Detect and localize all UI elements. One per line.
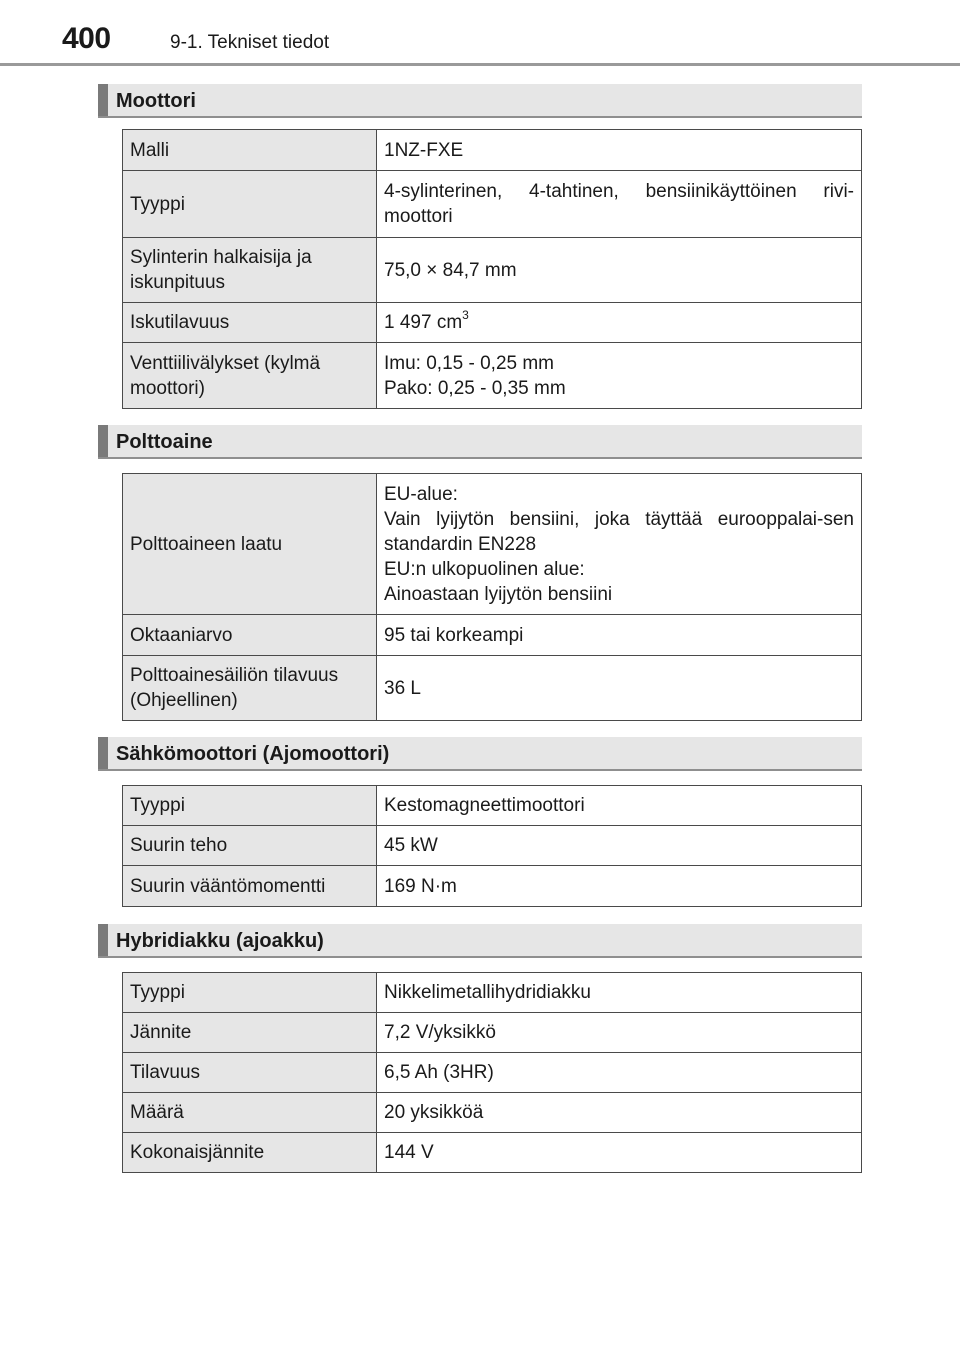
spec-key: Tyyppi: [123, 171, 377, 238]
table-row: [123, 474, 862, 615]
table-row: [123, 343, 862, 409]
table-row: [123, 1093, 862, 1133]
table-row: [123, 826, 862, 866]
spec-value-line: Ainoastaan lyijytön bensiini: [384, 583, 613, 605]
section-heading-sahkomoottori: [98, 737, 862, 771]
spec-key: Polttoaineen laatu: [123, 474, 377, 615]
table-row: [123, 1013, 862, 1053]
spec-table-sahkomoottori: [122, 785, 862, 907]
table-row: [123, 615, 862, 656]
spec-key: Kokonaisjännite: [123, 1133, 377, 1173]
section-title: Hybridiakku (ajoakku): [116, 930, 324, 952]
spec-table-hybridiakku: [122, 972, 862, 1173]
spec-value: Nikkelimetallihydridiakku: [377, 973, 862, 1013]
spec-key: Tyyppi: [123, 786, 377, 826]
spec-key: Sylinterin halkaisija ja iskunpituus: [123, 238, 377, 303]
spec-key: Oktaaniarvo: [123, 615, 377, 656]
spec-key: Venttiilivälykset (kylmä moottori): [123, 343, 377, 409]
spec-key: Malli: [123, 130, 377, 171]
spec-value: 169 N·m: [377, 866, 862, 907]
spec-table-polttoaine: [122, 473, 862, 721]
spec-value-line: EU-alue:: [384, 483, 458, 505]
spec-key: Jännite: [123, 1013, 377, 1053]
spec-value-line: Vain lyijytön bensiini, joka täyttää eurooppalai-sen standardin EN228: [384, 508, 854, 555]
table-row: [123, 973, 862, 1013]
table-row: [123, 303, 862, 343]
spec-value: 36 L: [377, 656, 862, 721]
spec-value-line: EU:n ulkopuolinen alue:: [384, 558, 585, 580]
section-accent-bar: [98, 737, 108, 769]
section-title: Sähkömoottori (Ajomoottori): [116, 743, 390, 765]
spec-value-text: 1 497 cm: [384, 312, 463, 333]
spec-key: Tilavuus: [123, 1053, 377, 1093]
page-header: [0, 0, 960, 70]
spec-value: [377, 474, 862, 615]
spec-key: Polttoainesäiliön tilavuus (Ohjeellinen): [123, 656, 377, 721]
spec-value: 4-sylinterinen, 4-tahtinen, bensiinikäyttöinen rivi-moottori: [377, 171, 862, 238]
spec-value: 6,5 Ah (3HR): [377, 1053, 862, 1093]
spec-value: [377, 343, 862, 409]
spec-value: 75,0 × 84,7 mm: [377, 238, 862, 303]
spec-value-line: Pako: 0,25 - 0,35 mm: [384, 377, 566, 399]
table-row: [123, 130, 862, 171]
section-title: Moottori: [116, 90, 196, 112]
spec-value: [377, 303, 862, 343]
spec-value: 20 yksikköä: [377, 1093, 862, 1133]
spec-value: 7,2 V/yksikkö: [377, 1013, 862, 1053]
spec-value: 1NZ-FXE: [377, 130, 862, 171]
superscript: 3: [462, 308, 469, 322]
section-accent-bar: [98, 924, 108, 956]
table-row: [123, 866, 862, 907]
section-accent-bar: [98, 84, 108, 116]
chapter-title: 9-1. Tekniset tiedot: [170, 32, 330, 53]
section-heading-moottori: [98, 84, 862, 118]
table-row: [123, 1053, 862, 1093]
section-title: Polttoaine: [116, 431, 213, 453]
header-divider: [0, 63, 960, 66]
spec-value-line: Imu: 0,15 - 0,25 mm: [384, 352, 555, 374]
section-heading-hybridiakku: [98, 924, 862, 958]
spec-value: 45 kW: [377, 826, 862, 866]
spec-value: 144 V: [377, 1133, 862, 1173]
spec-table-moottori: [122, 129, 862, 409]
table-row: [123, 1133, 862, 1173]
section-accent-bar: [98, 425, 108, 457]
table-row: [123, 786, 862, 826]
spec-key: Iskutilavuus: [123, 303, 377, 343]
section-heading-polttoaine: [98, 425, 862, 459]
table-row: [123, 171, 862, 238]
spec-key: Suurin vääntömomentti: [123, 866, 377, 907]
page-number: 400: [62, 22, 111, 55]
spec-value: 95 tai korkeampi: [377, 615, 862, 656]
table-row: [123, 656, 862, 721]
spec-value: Kestomagneettimoottori: [377, 786, 862, 826]
spec-key: Tyyppi: [123, 973, 377, 1013]
table-row: [123, 238, 862, 303]
spec-key: Suurin teho: [123, 826, 377, 866]
spec-key: Määrä: [123, 1093, 377, 1133]
